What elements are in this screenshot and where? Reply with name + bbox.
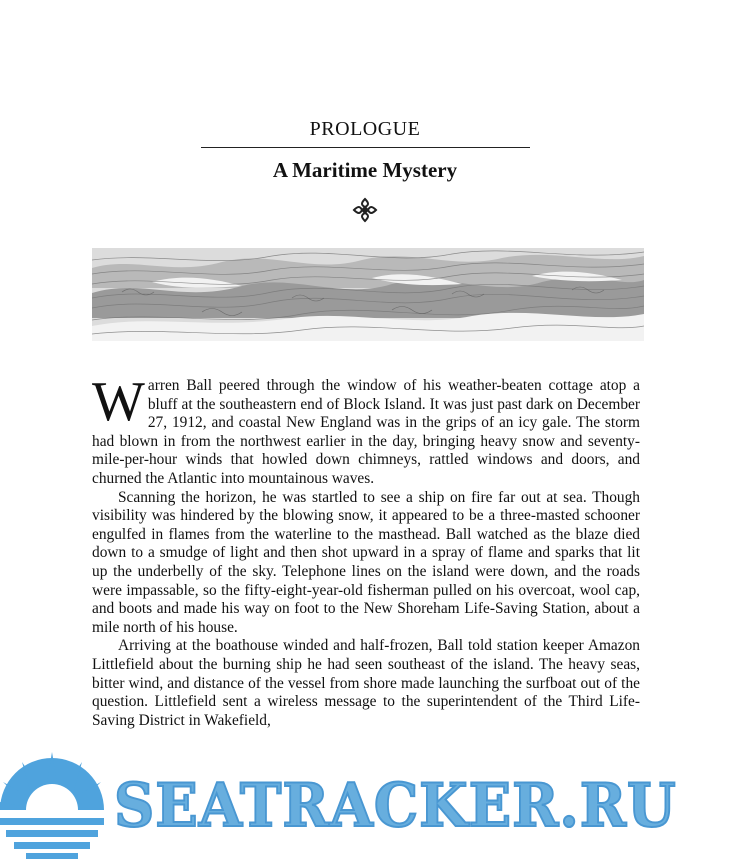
sea-waves-engraving [92,248,644,341]
paragraph-3: Arriving at the boathouse winded and half-frozen, Ball told station keeper Amazon Littlefield about the burning ship he had seen southeast of the island. The heavy seas, bitter wind, and distance of the vessel from shore made launching the surfboat out of the question. Littlefield sent a wireless message to the superintendent of the Third Life-Saving District in Wakefield, [92,637,640,729]
paragraph-2: Scanning the horizon, he was startled to see a ship on fire far out at sea. Though visibility was hindered by the blowing snow, it appeared to be a three-masted schooner engulfed in flames from the waterline to the masthead. Ball watched as the blaze died down to a smudge of light and then shot upward in a spray of flame and sparks that lit up the underbelly of the sky. Telephone lines on the island were down, and the roads were impassable, so the fifty-eight-year-old fisherman pulled on his overcoat, wool cap, and boots and made his way on foot to the New Shoreham Life-Saving Station, about a mile north of his house. [92,488,640,636]
body-text [92,371,640,730]
paragraph-1 [92,371,640,489]
fleuron-icon [352,197,378,223]
watermark-text: SEATRACKER.RU [114,771,677,841]
paragraph-1-text: arren Ball peered through the window of his weather-beaten cottage atop a bluff at the southeastern end of Block Island. It was just past dark on December 27, 1912, and coastal New England was in the grips of an icy gale. The storm had blown in from the northwest earlier in the day, bringing heavy snow and seventy-mile-per-hour winds that howled down chimneys, rattled windows and doors, and churned the Atlantic into mountainous waves. [92,377,640,487]
title-divider [201,147,530,148]
sun-icon [0,752,110,859]
drop-cap: W [92,371,145,433]
chapter-title: A Maritime Mystery [272,158,458,182]
watermark [0,752,731,859]
chapter-label: PROLOGUE [309,118,421,140]
